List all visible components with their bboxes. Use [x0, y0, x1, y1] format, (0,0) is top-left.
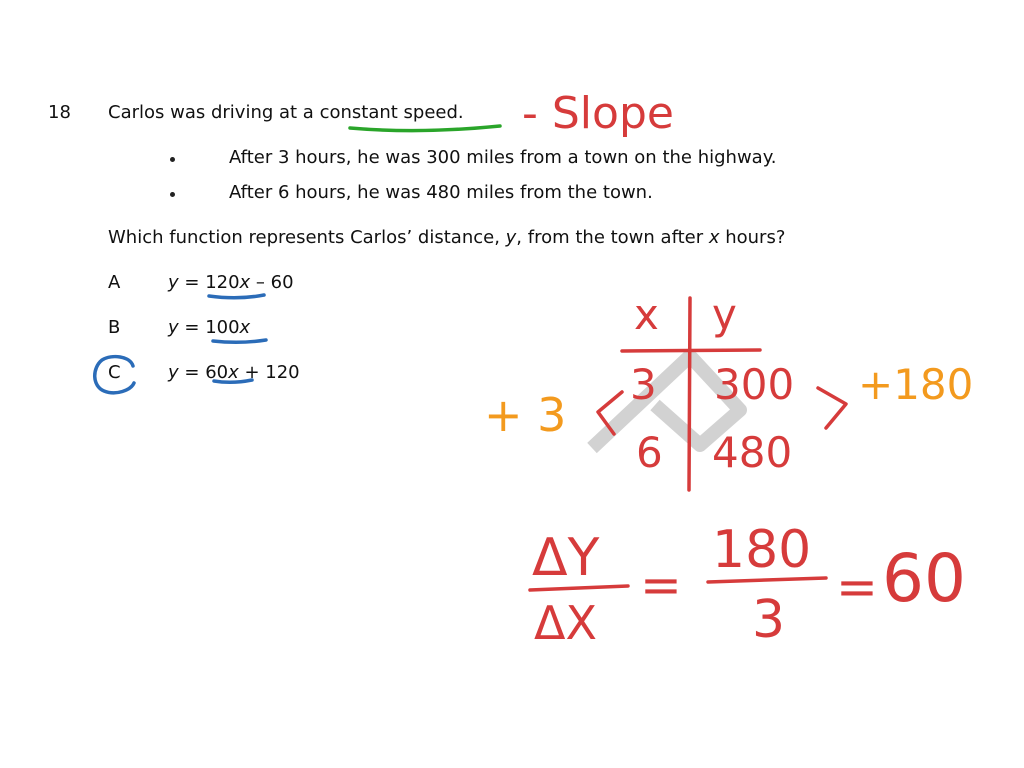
delta-x-label: + 3: [484, 388, 567, 442]
question-number: 18: [48, 102, 71, 123]
blue-underline-c: [214, 380, 252, 382]
constant-speed-phrase: constant speed: [319, 102, 458, 123]
fraction-denominator: ΔX: [534, 596, 597, 650]
bullet-text-1: After 3 hours, he was 300 miles from a town on the highway.: [229, 147, 777, 168]
table-header-y: y: [712, 290, 737, 339]
equals-sign-1: =: [640, 556, 682, 614]
fraction-numerator: ΔY: [532, 528, 600, 588]
choice-a-text[interactable]: y = 120x – 60: [168, 272, 294, 293]
table-cell-y2: 480: [712, 428, 793, 477]
blue-underline-a: [209, 295, 264, 298]
right-brace-arrow: [818, 388, 846, 428]
table-header-x: x: [634, 290, 659, 339]
blue-underline-b: [213, 340, 266, 342]
choice-a-letter[interactable]: A: [108, 272, 121, 293]
choice-c-text[interactable]: y = 60x + 120: [168, 362, 300, 383]
table-cell-x1: 3: [630, 360, 657, 409]
choice-c-letter[interactable]: C: [108, 362, 121, 383]
value-numerator: 180: [712, 520, 812, 580]
choice-circle-icon: [95, 357, 134, 393]
table-horizontal-line: [622, 350, 760, 351]
green-underline: [350, 126, 500, 131]
choice-b-letter[interactable]: B: [108, 317, 121, 338]
table-cell-y1: 300: [714, 360, 795, 409]
left-brace-arrow: [598, 392, 622, 434]
choice-b-text[interactable]: y = 100x: [168, 317, 251, 338]
table-cell-x2: 6: [636, 428, 663, 477]
question-stem: Carlos was driving at a constant speed.: [108, 102, 464, 123]
slope-annotation: - Slope: [522, 88, 674, 139]
value-denominator: 3: [752, 590, 786, 650]
question-prompt: Which function represents Carlos’ distance, y, from the town after x hours?: [108, 227, 786, 248]
delta-y-label: +180: [858, 360, 974, 409]
slope-result: 60: [882, 540, 966, 617]
table-vertical-line: [689, 298, 690, 490]
bullet-text-2: After 6 hours, he was 480 miles from the town.: [229, 182, 653, 203]
equals-sign-2: =: [836, 558, 878, 616]
